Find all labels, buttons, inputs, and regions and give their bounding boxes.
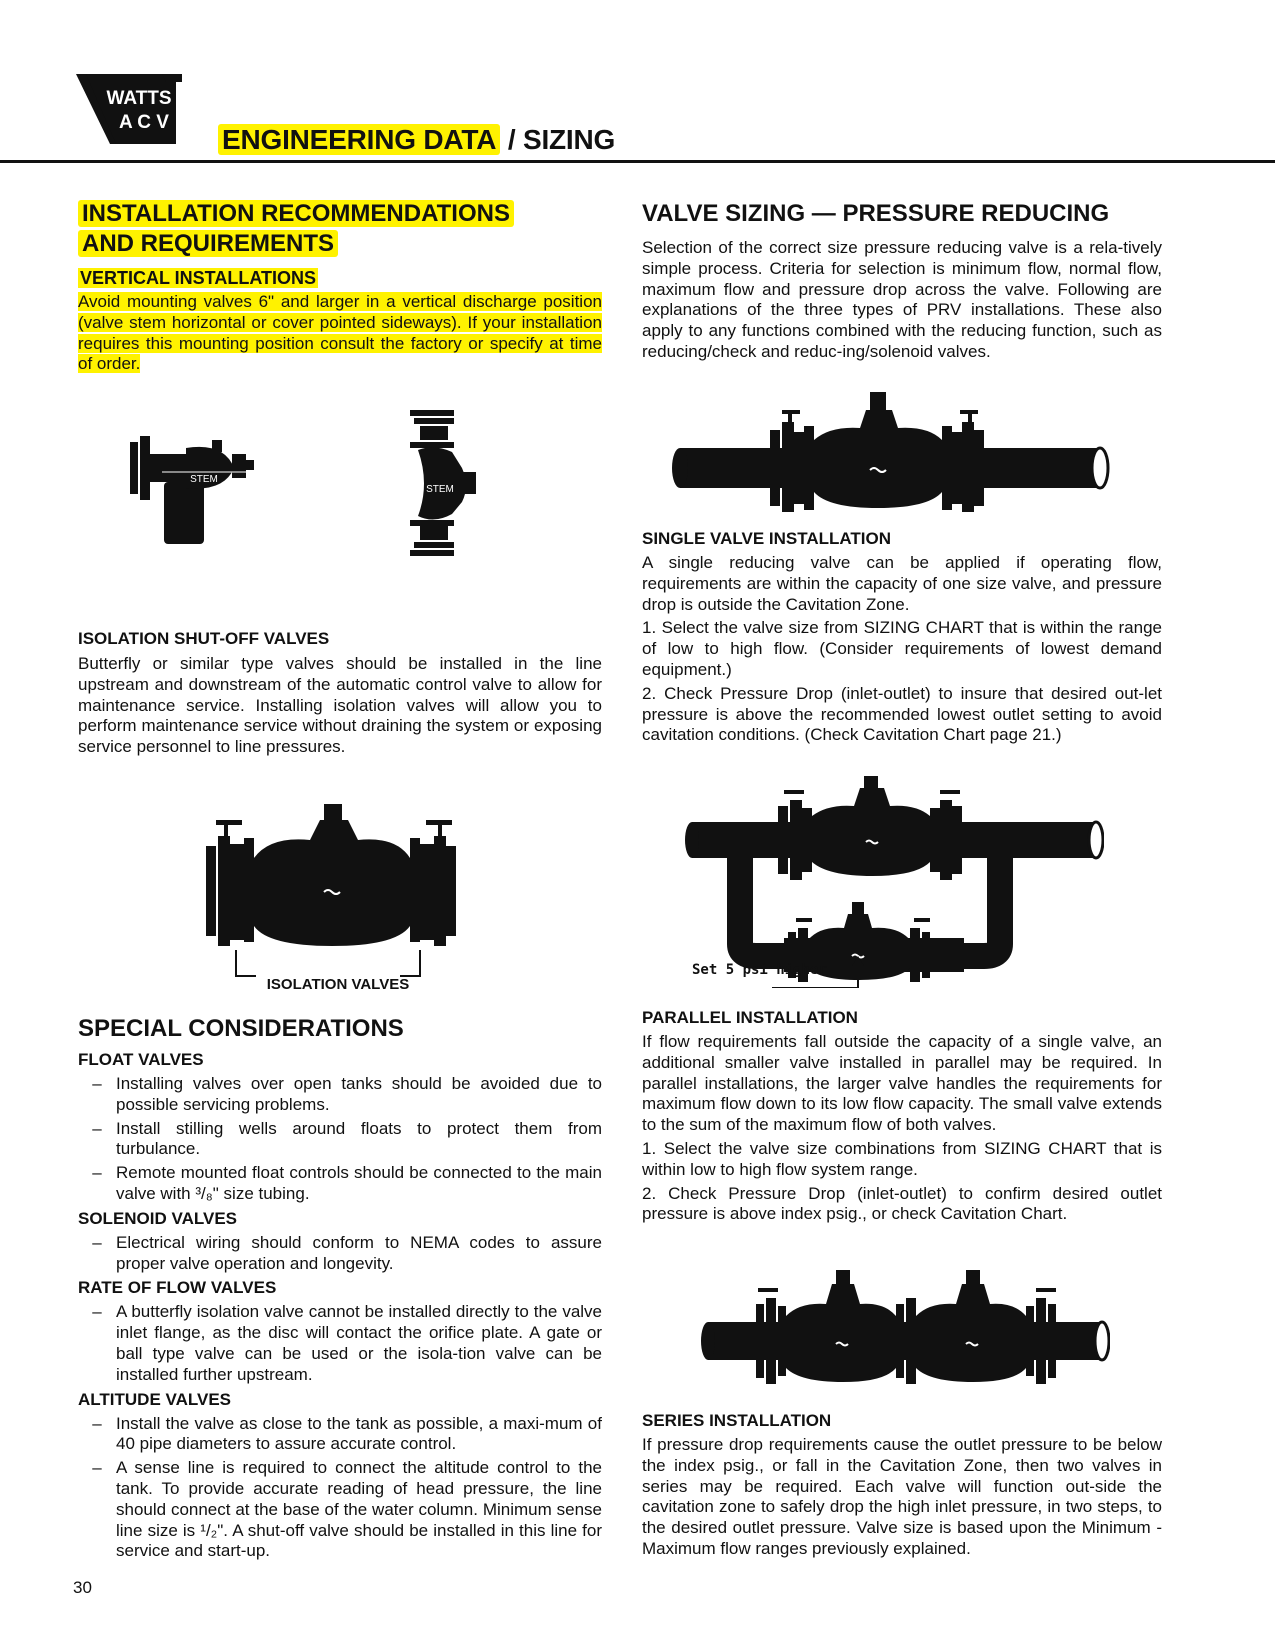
valve-sizing-text: Selection of the correct size pressure reducing valve is a rela-tively simple process. Criteria for selection is minimum flow, normal flow, maximum flow and pressure drop across the valve. Following are explanations of the three types of PRV installations. These also apply to any functions combined with the reducing function, such as reducing/check and reduc-ing/solenoid valves. — [642, 238, 1162, 361]
series-section — [642, 1410, 1162, 1560]
isolation-section — [78, 628, 602, 758]
header-rule — [0, 160, 1275, 163]
parallel-valve-diagram — [684, 776, 1104, 988]
special-considerations-title: SPECIAL CONSIDERATIONS — [78, 1015, 404, 1042]
page-title-highlight: ENGINEERING DATA — [218, 124, 500, 155]
list-item: – Electrical wiring should conform to NEMA codes to assure proper valve operation and longevity. — [92, 1232, 602, 1273]
parallel-section — [642, 1007, 1162, 1225]
parallel-caption: Set 5 psi higher — [692, 962, 827, 978]
parallel-text: If flow requirements fall outside the capacity of a single valve, an additional smaller valve installed in parallel may be required. In parallel installations, the larger valve handles the requirements for maximum flow down to its low flow capacity. The small valve extends to the sum of the maximum flow of both valves. — [642, 1032, 1162, 1135]
logo-text-line2: A C V — [119, 112, 169, 133]
altitude-valves-heading: ALTITUDE VALVES — [78, 1389, 231, 1409]
list-item: – Install stilling wells around floats to protect them from turbulance. — [92, 1118, 602, 1159]
list-item: – A butterfly isolation valve cannot be installed directly to the valve inlet flange, as the disc will contact the orifice plate. A gate or ball type valve can be used or the isola-tion valve can be installed further upstream. — [92, 1302, 602, 1384]
list-item: – Installing valves over open tanks should be avoided due to possible servicing problems. — [92, 1074, 602, 1114]
single-valve-step2: 2. Check Pressure Drop (inlet-outlet) to insure that desired out-let pressure is above the recommended lowest outlet setting to avoid cavitation conditions. (Check Cavitation Chart page 21.) — [642, 683, 1162, 745]
special-considerations-section — [78, 1015, 602, 1562]
install-title-line1: INSTALLATION RECOMMENDATIONS — [78, 200, 514, 227]
page-title-rest: / SIZING — [507, 124, 616, 155]
isolation-valves-diagram — [200, 800, 460, 1000]
valve-sizing-section — [642, 200, 1162, 363]
series-valve-diagram — [700, 1270, 1110, 1390]
single-valve-diagram — [670, 390, 1110, 512]
parallel-step2: 2. Check Pressure Drop (inlet-outlet) to confirm desired outlet pressure is above index psig., or check Cavitation Chart. — [642, 1183, 1162, 1224]
solenoid-valves-heading: SOLENOID VALVES — [78, 1208, 238, 1228]
single-valve-text: A single reducing valve can be applied if operating flow, requirements are within the capacity of one size valve, and pressure drop is outside the Cavitation Zone. — [642, 553, 1162, 614]
stem-label-a: STEM — [190, 474, 218, 485]
rate-of-flow-heading: RATE OF FLOW VALVES — [78, 1278, 277, 1298]
vertical-mount-figure-b — [406, 408, 486, 558]
isolation-valves-caption: ISOLATION VALVES — [266, 976, 410, 993]
float-valves-heading: FLOAT VALVES — [78, 1050, 204, 1069]
parallel-step1: 1. Select the valve size combinations from SIZING CHART that is within low to high flow system range. — [642, 1138, 1162, 1179]
single-valve-section — [642, 528, 1162, 746]
single-valve-heading: SINGLE VALVE INSTALLATION — [642, 529, 892, 548]
vertical-installations-heading: VERTICAL INSTALLATIONS — [80, 268, 316, 288]
valve-sizing-title: VALVE SIZING — PRESSURE REDUCING — [642, 200, 1110, 227]
watts-acv-logo — [76, 74, 182, 150]
vertical-mount-figure-a — [124, 430, 264, 550]
rate-of-flow-list — [78, 1302, 602, 1385]
list-item: – Install the valve as close to the tank as possible, a maxi-mum of 40 pipe diameters to assure accurate control. — [92, 1413, 602, 1454]
solenoid-valves-list — [78, 1233, 602, 1275]
install-title-line2: AND REQUIREMENTS — [78, 230, 338, 257]
list-item: – A sense line is required to connect the altitude control to the tank. To provide accurate reading of head pressure, the line should connect at the base of the water column. Minimum sense line size is ¹/₂". A shut-off valve should be installed in this line for service and start-up. — [92, 1458, 602, 1561]
page-title — [218, 124, 615, 156]
series-text: If pressure drop requirements cause the outlet pressure to be below the index psig., or fall in the Cavitation Zone, then two valves in series may be required. Each valve will function out-side the cavitation zone to safely drop the high inlet pressure, in two steps, to the desired outlet pressure. Valve size is based upon the Minimum - Maximum flow ranges previously explained. — [642, 1435, 1162, 1558]
install-section — [78, 200, 602, 375]
series-heading: SERIES INSTALLATION — [642, 1411, 832, 1430]
float-valves-list — [78, 1074, 602, 1205]
single-valve-step1: 1. Select the valve size from SIZING CHART that is within the range of low to high flow. (Consider requirements of lowest demand equipment.) — [642, 618, 1162, 679]
parallel-heading: PARALLEL INSTALLATION — [642, 1008, 858, 1027]
isolation-heading: ISOLATION SHUT-OFF VALVES — [78, 629, 330, 648]
page-number: 30 — [73, 1578, 92, 1597]
list-item: – Remote mounted float controls should be connected to the main valve with ³/₈" size tubing. — [92, 1163, 602, 1203]
vertical-installations-text: Avoid mounting valves 6" and larger in a vertical discharge position (valve stem horizontal or cover pointed sideways). If your installation requires this mounting position consult the factory or specify at time of order. — [78, 292, 602, 374]
altitude-valves-list — [78, 1414, 602, 1563]
stem-label-b: STEM — [426, 484, 454, 495]
isolation-text: Butterfly or similar type valves should be installed in the line upstream and downstream of the automatic control valve to allow for maintenance service. Installing isolation valves will allow you to perform maintenance service without draining the system or exposing service personnel to line pressures. — [78, 654, 602, 757]
logo-text-line1: WATTS — [106, 88, 172, 109]
